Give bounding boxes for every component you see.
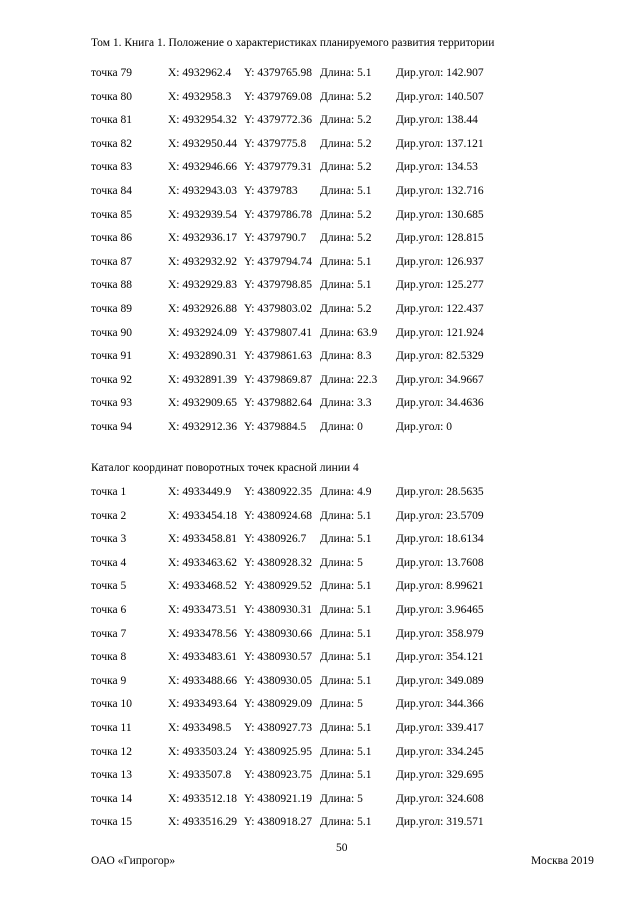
point-name: точка 4 bbox=[91, 556, 127, 569]
point-name: точка 7 bbox=[91, 627, 127, 640]
segment-length: Длина: 5.1 bbox=[320, 67, 372, 79]
segment-length: Длина: 5.1 bbox=[320, 580, 372, 593]
direction-angle: Дир.угол: 23.5709 bbox=[396, 509, 484, 522]
x-coordinate: X: 4932932.92 bbox=[168, 255, 237, 268]
direction-angle: Дир.угол: 34.4636 bbox=[396, 397, 484, 410]
segment-length: Длина: 5 bbox=[320, 792, 363, 805]
point-name: точка 5 bbox=[91, 580, 127, 593]
x-coordinate: X: 4933473.51 bbox=[168, 603, 237, 616]
direction-angle: Дир.угол: 128.815 bbox=[396, 232, 484, 245]
point-name: точка 81 bbox=[91, 114, 133, 127]
segment-length: Длина: 5.2 bbox=[320, 137, 372, 150]
y-coordinate: Y: 4379798.85 bbox=[244, 279, 312, 292]
direction-angle: Дир.угол: 0 bbox=[396, 420, 452, 433]
point-name: точка 13 bbox=[91, 769, 133, 782]
direction-angle: Дир.угол: 334.245 bbox=[396, 745, 484, 758]
y-coordinate: Y: 4380929.09 bbox=[244, 698, 312, 711]
segment-length: Длина: 5.2 bbox=[320, 208, 372, 221]
point-name: точка 9 bbox=[91, 674, 127, 687]
x-coordinate: X: 4932929.83 bbox=[168, 279, 237, 292]
y-coordinate: Y: 4379775.8 bbox=[244, 137, 307, 150]
direction-angle: Дир.угол: 82.5329 bbox=[396, 350, 484, 363]
point-name: точка 94 bbox=[91, 420, 133, 433]
y-coordinate: Y: 4380930.05 bbox=[244, 674, 312, 687]
point-name: точка 88 bbox=[91, 279, 133, 292]
x-coordinate: X: 4933516.29 bbox=[168, 816, 237, 829]
segment-length: Длина: 0 bbox=[320, 420, 363, 433]
segment-length: Длина: 5.1 bbox=[320, 769, 372, 782]
segment-length: Длина: 5 bbox=[320, 556, 363, 569]
segment-length: Длина: 5.1 bbox=[320, 184, 372, 197]
x-coordinate: X: 4933458.81 bbox=[168, 533, 237, 546]
direction-angle: Дир.угол: 140.507 bbox=[396, 90, 484, 103]
point-name: точка 92 bbox=[91, 373, 133, 386]
point-name: точка 1 bbox=[91, 486, 127, 498]
y-coordinate: Y: 4379786.78 bbox=[244, 208, 312, 221]
x-coordinate: X: 4932946.66 bbox=[168, 161, 237, 174]
x-coordinate: X: 4933493.64 bbox=[168, 698, 237, 711]
direction-angle: Дир.угол: 142.907 bbox=[396, 67, 484, 79]
x-coordinate: X: 4932950.44 bbox=[168, 137, 237, 150]
point-name: точка 10 bbox=[91, 698, 133, 711]
segment-length: Длина: 22.3 bbox=[320, 373, 378, 386]
x-coordinate: X: 4933449.9 bbox=[168, 486, 232, 498]
y-coordinate: Y: 4379803.02 bbox=[244, 302, 312, 315]
x-coordinate: X: 4932891.39 bbox=[168, 373, 237, 386]
x-coordinate: X: 4932936.17 bbox=[168, 232, 237, 245]
y-coordinate: Y: 4380922.35 bbox=[244, 486, 312, 498]
y-coordinate: Y: 4380923.75 bbox=[244, 769, 312, 782]
x-coordinate: X: 4933507.8 bbox=[168, 769, 232, 782]
segment-length: Длина: 5.2 bbox=[320, 302, 372, 315]
segment-length: Длина: 8.3 bbox=[320, 350, 372, 363]
direction-angle: Дир.угол: 137.121 bbox=[396, 137, 484, 150]
point-name: точка 86 bbox=[91, 232, 133, 245]
segment-length: Длина: 5.1 bbox=[320, 509, 372, 522]
y-coordinate: Y: 4379861.63 bbox=[244, 350, 312, 363]
direction-angle: Дир.угол: 358.979 bbox=[396, 627, 484, 640]
y-coordinate: Y: 4379884.5 bbox=[244, 420, 307, 433]
x-coordinate: X: 4932943.03 bbox=[168, 184, 237, 197]
y-coordinate: Y: 4380918.27 bbox=[244, 816, 312, 829]
x-coordinate: X: 4932890.31 bbox=[168, 350, 237, 363]
direction-angle: Дир.угол: 344.366 bbox=[396, 698, 484, 711]
direction-angle: Дир.угол: 18.6134 bbox=[396, 533, 484, 546]
direction-angle: Дир.угол: 34.9667 bbox=[396, 373, 484, 386]
point-name: точка 8 bbox=[91, 651, 127, 664]
point-name: точка 11 bbox=[91, 721, 132, 734]
point-name: точка 15 bbox=[91, 816, 133, 829]
point-name: точка 12 bbox=[91, 745, 133, 758]
footer-city-year: Москва 2019 bbox=[531, 855, 594, 867]
segment-length: Длина: 5.1 bbox=[320, 674, 372, 687]
segment-length: Длина: 5.1 bbox=[320, 279, 372, 292]
y-coordinate: Y: 4379869.87 bbox=[244, 373, 312, 386]
segment-length: Длина: 3.3 bbox=[320, 397, 372, 410]
y-coordinate: Y: 4380929.52 bbox=[244, 580, 312, 593]
point-name: точка 14 bbox=[91, 792, 133, 805]
y-coordinate: Y: 4379783 bbox=[244, 184, 298, 197]
direction-angle: Дир.угол: 13.7608 bbox=[396, 556, 484, 569]
segment-length: Длина: 5 bbox=[320, 698, 363, 711]
direction-angle: Дир.угол: 319.571 bbox=[396, 816, 484, 829]
direction-angle: Дир.угол: 354.121 bbox=[396, 651, 484, 664]
direction-angle: Дир.угол: 339.417 bbox=[396, 721, 484, 734]
point-name: точка 3 bbox=[91, 533, 127, 546]
point-name: точка 79 bbox=[91, 67, 133, 79]
x-coordinate: X: 4933498.5 bbox=[168, 721, 232, 734]
y-coordinate: Y: 4380925.95 bbox=[244, 745, 312, 758]
segment-length: Длина: 63.9 bbox=[320, 326, 378, 339]
point-name: точка 2 bbox=[91, 509, 127, 522]
x-coordinate: X: 4933488.66 bbox=[168, 674, 237, 687]
direction-angle: Дир.угол: 329.695 bbox=[396, 769, 484, 782]
segment-length: Длина: 5.1 bbox=[320, 255, 372, 268]
direction-angle: Дир.угол: 324.608 bbox=[396, 792, 484, 805]
segment-length: Длина: 5.2 bbox=[320, 90, 372, 103]
segment-length: Длина: 5.2 bbox=[320, 161, 372, 174]
x-coordinate: X: 4933512.18 bbox=[168, 792, 237, 805]
point-name: точка 87 bbox=[91, 255, 133, 268]
x-coordinate: X: 4932924.09 bbox=[168, 326, 237, 339]
direction-angle: Дир.угол: 130.685 bbox=[396, 208, 484, 221]
y-coordinate: Y: 4379790.7 bbox=[244, 232, 307, 245]
direction-angle: Дир.угол: 138.44 bbox=[396, 114, 478, 127]
x-coordinate: X: 4932926.88 bbox=[168, 302, 237, 315]
x-coordinate: X: 4932958.3 bbox=[168, 90, 232, 103]
direction-angle: Дир.угол: 3.96465 bbox=[396, 603, 484, 616]
x-coordinate: X: 4932939.54 bbox=[168, 208, 237, 221]
x-coordinate: X: 4932912.36 bbox=[168, 420, 237, 433]
direction-angle: Дир.угол: 121.924 bbox=[396, 326, 484, 339]
y-coordinate: Y: 4380928.32 bbox=[244, 556, 312, 569]
y-coordinate: Y: 4379769.08 bbox=[244, 90, 312, 103]
x-coordinate: X: 4933468.52 bbox=[168, 580, 237, 593]
y-coordinate: Y: 4380930.57 bbox=[244, 651, 312, 664]
footer-organization: ОАО «Гипрогор» bbox=[91, 855, 176, 867]
x-coordinate: X: 4932962.4 bbox=[168, 67, 232, 79]
segment-length: Длина: 5.1 bbox=[320, 816, 372, 829]
point-name: точка 80 bbox=[91, 90, 133, 103]
segment-length: Длина: 5.1 bbox=[320, 651, 372, 664]
segment-length: Длина: 5.2 bbox=[320, 232, 372, 245]
x-coordinate: X: 4932954.32 bbox=[168, 114, 237, 127]
direction-angle: Дир.угол: 349.089 bbox=[396, 674, 484, 687]
segment-length: Длина: 5.1 bbox=[320, 721, 372, 734]
segment-length: Длина: 5.2 bbox=[320, 114, 372, 127]
x-coordinate: X: 4933503.24 bbox=[168, 745, 237, 758]
y-coordinate: Y: 4379772.36 bbox=[244, 114, 312, 127]
y-coordinate: Y: 4380921.19 bbox=[244, 792, 312, 805]
point-name: точка 91 bbox=[91, 350, 133, 363]
page-number: 50 bbox=[336, 842, 348, 854]
segment-length: Длина: 4.9 bbox=[320, 486, 372, 498]
page-header: Том 1. Книга 1. Положение о характеристиках планируемого развития территории bbox=[91, 37, 495, 49]
point-name: точка 90 bbox=[91, 326, 133, 339]
catalog-caption: Каталог координат поворотных точек красной линии 4 bbox=[91, 462, 359, 474]
segment-length: Длина: 5.1 bbox=[320, 533, 372, 546]
segment-length: Длина: 5.1 bbox=[320, 745, 372, 758]
point-name: точка 82 bbox=[91, 137, 133, 150]
segment-length: Длина: 5.1 bbox=[320, 603, 372, 616]
y-coordinate: Y: 4380924.68 bbox=[244, 509, 312, 522]
direction-angle: Дир.угол: 134.53 bbox=[396, 161, 478, 174]
direction-angle: Дир.угол: 125.277 bbox=[396, 279, 484, 292]
y-coordinate: Y: 4379765.98 bbox=[244, 67, 312, 79]
y-coordinate: Y: 4380927.73 bbox=[244, 721, 312, 734]
direction-angle: Дир.угол: 28.5635 bbox=[396, 486, 484, 498]
direction-angle: Дир.угол: 126.937 bbox=[396, 255, 484, 268]
y-coordinate: Y: 4379882.64 bbox=[244, 397, 312, 410]
x-coordinate: X: 4933463.62 bbox=[168, 556, 237, 569]
direction-angle: Дир.угол: 122.437 bbox=[396, 302, 484, 315]
direction-angle: Дир.угол: 8.99621 bbox=[396, 580, 484, 593]
point-name: точка 93 bbox=[91, 397, 133, 410]
point-name: точка 83 bbox=[91, 161, 133, 174]
point-name: точка 85 bbox=[91, 208, 133, 221]
x-coordinate: X: 4932909.65 bbox=[168, 397, 237, 410]
direction-angle: Дир.угол: 132.716 bbox=[396, 184, 484, 197]
x-coordinate: X: 4933483.61 bbox=[168, 651, 237, 664]
y-coordinate: Y: 4379807.41 bbox=[244, 326, 312, 339]
segment-length: Длина: 5.1 bbox=[320, 627, 372, 640]
point-name: точка 6 bbox=[91, 603, 127, 616]
x-coordinate: X: 4933478.56 bbox=[168, 627, 237, 640]
y-coordinate: Y: 4380926.7 bbox=[244, 533, 307, 546]
point-name: точка 84 bbox=[91, 184, 133, 197]
y-coordinate: Y: 4380930.31 bbox=[244, 603, 312, 616]
x-coordinate: X: 4933454.18 bbox=[168, 509, 237, 522]
y-coordinate: Y: 4379779.31 bbox=[244, 161, 312, 174]
y-coordinate: Y: 4379794.74 bbox=[244, 255, 312, 268]
y-coordinate: Y: 4380930.66 bbox=[244, 627, 312, 640]
point-name: точка 89 bbox=[91, 302, 133, 315]
